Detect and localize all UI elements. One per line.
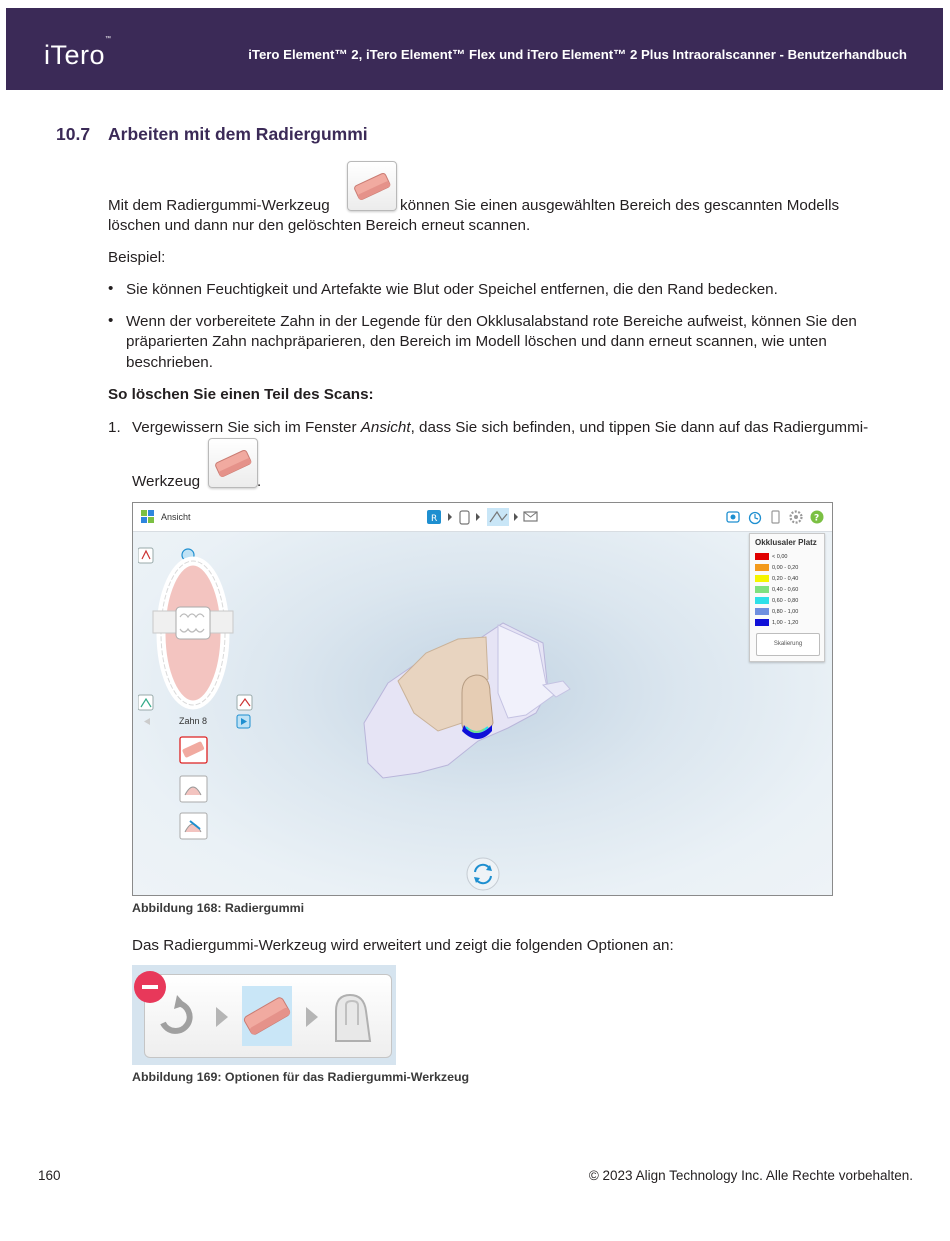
bullet-2-line3: beschrieben. bbox=[126, 354, 213, 371]
view-toolbar bbox=[133, 503, 832, 532]
legend-swatch bbox=[755, 597, 769, 604]
figure-eraser-options bbox=[132, 965, 396, 1065]
bullet-2-line1: Wenn der vorbereitete Zahn in der Legende für den Okklusalabstand rote Bereiche aufweist, können Sie den bbox=[126, 313, 857, 330]
figure-169-caption: Abbildung 169: Optionen für das Radiergummi-Werkzeug bbox=[132, 1070, 470, 1084]
legend-row: 0,80 - 1,00 bbox=[755, 608, 798, 616]
svg-text:?: ? bbox=[814, 513, 820, 524]
bullet-2-line2: präparierten Zahn nachpräparieren, den Bereich im Modell löschen und dann erneut scannen, wie unten bbox=[126, 333, 827, 350]
legend-row: 0,00 - 0,20 bbox=[755, 564, 798, 572]
step-1-line2: Werkzeug bbox=[132, 473, 201, 490]
scaling-button[interactable]: Skalierung bbox=[756, 633, 820, 656]
window-title: Ansicht bbox=[161, 512, 191, 522]
legend-swatch bbox=[755, 575, 769, 582]
legend-title: Okklusaler Platz bbox=[755, 538, 817, 547]
occlusal-clearance-legend bbox=[749, 533, 825, 662]
app-grid-icon bbox=[141, 510, 155, 524]
procedure-heading: So löschen Sie einen Teil des Scans: bbox=[108, 386, 374, 403]
legend-row: < 0,00 bbox=[755, 553, 787, 561]
page-number: 160 bbox=[38, 1168, 61, 1183]
toolbar-right-icons bbox=[725, 509, 825, 525]
copyright: © 2023 Align Technology Inc. Alle Rechte vorbehalten. bbox=[588, 1168, 913, 1183]
legend-swatch bbox=[755, 608, 769, 615]
bullet-dot: • bbox=[108, 312, 114, 329]
step-1-text: Vergewissern Sie sich im Fenster Ansicht, dass Sie sich befinden, und tippen Sie dann auf das Radiergummi- bbox=[132, 419, 869, 436]
workflow-steps bbox=[425, 508, 545, 526]
legend-swatch bbox=[755, 553, 769, 560]
legend-row: 0,20 - 0,40 bbox=[755, 575, 798, 583]
header-title: iTero Element™ 2, iTero Element™ Flex und iTero Element™ 2 Plus Intraoralscanner - Benutzerhandbuch bbox=[248, 47, 907, 62]
section-number: 10.7 bbox=[56, 124, 91, 144]
eraser-options-icons bbox=[132, 965, 396, 1065]
legend-swatch bbox=[755, 586, 769, 593]
page-header bbox=[6, 8, 943, 90]
legend-swatch bbox=[755, 564, 769, 571]
eraser-tool-icon bbox=[347, 161, 397, 211]
bullet-1-line1: Sie können Feuchtigkeit und Artefakte wie Blut oder Speichel entfernen, die den Rand bedecken. bbox=[126, 281, 778, 298]
legend-row: 0,40 - 0,60 bbox=[755, 586, 798, 594]
step-1-period: . bbox=[257, 473, 262, 490]
intro-text-part2: können Sie einen ausgewählten Bereich des gescannten Modells bbox=[400, 197, 840, 214]
section-title: Arbeiten mit dem Radiergummi bbox=[108, 124, 368, 144]
intro-text-line2: löschen und dann nur den gelöschten Bereich erneut scannen. bbox=[108, 217, 531, 234]
legend-row: 0,60 - 0,80 bbox=[755, 597, 798, 605]
example-label: Beispiel: bbox=[108, 249, 166, 266]
after-figure-text: Das Radiergummi-Werkzeug wird erweitert und zeigt die folgenden Optionen an: bbox=[132, 937, 674, 954]
figure-168-caption: Abbildung 168: Radiergummi bbox=[132, 901, 305, 915]
tooth-label: Zahn 8 bbox=[179, 716, 208, 726]
svg-text:R: R bbox=[431, 514, 438, 524]
jaw-navigation-panel bbox=[138, 543, 258, 848]
bullet-dot: • bbox=[108, 280, 114, 297]
legend-row: 1,00 - 1,20 bbox=[755, 619, 798, 627]
eraser-tool-icon bbox=[208, 438, 258, 488]
scan-model-3d bbox=[358, 613, 588, 783]
legend-swatch bbox=[755, 619, 769, 626]
figure-eraser-screenshot bbox=[132, 502, 833, 896]
itero-logo: iTero™ bbox=[44, 36, 112, 70]
step-number: 1. bbox=[108, 419, 121, 436]
intro-text-part1: Mit dem Radiergummi-Werkzeug bbox=[108, 197, 330, 214]
rotate-icon[interactable] bbox=[466, 857, 500, 891]
